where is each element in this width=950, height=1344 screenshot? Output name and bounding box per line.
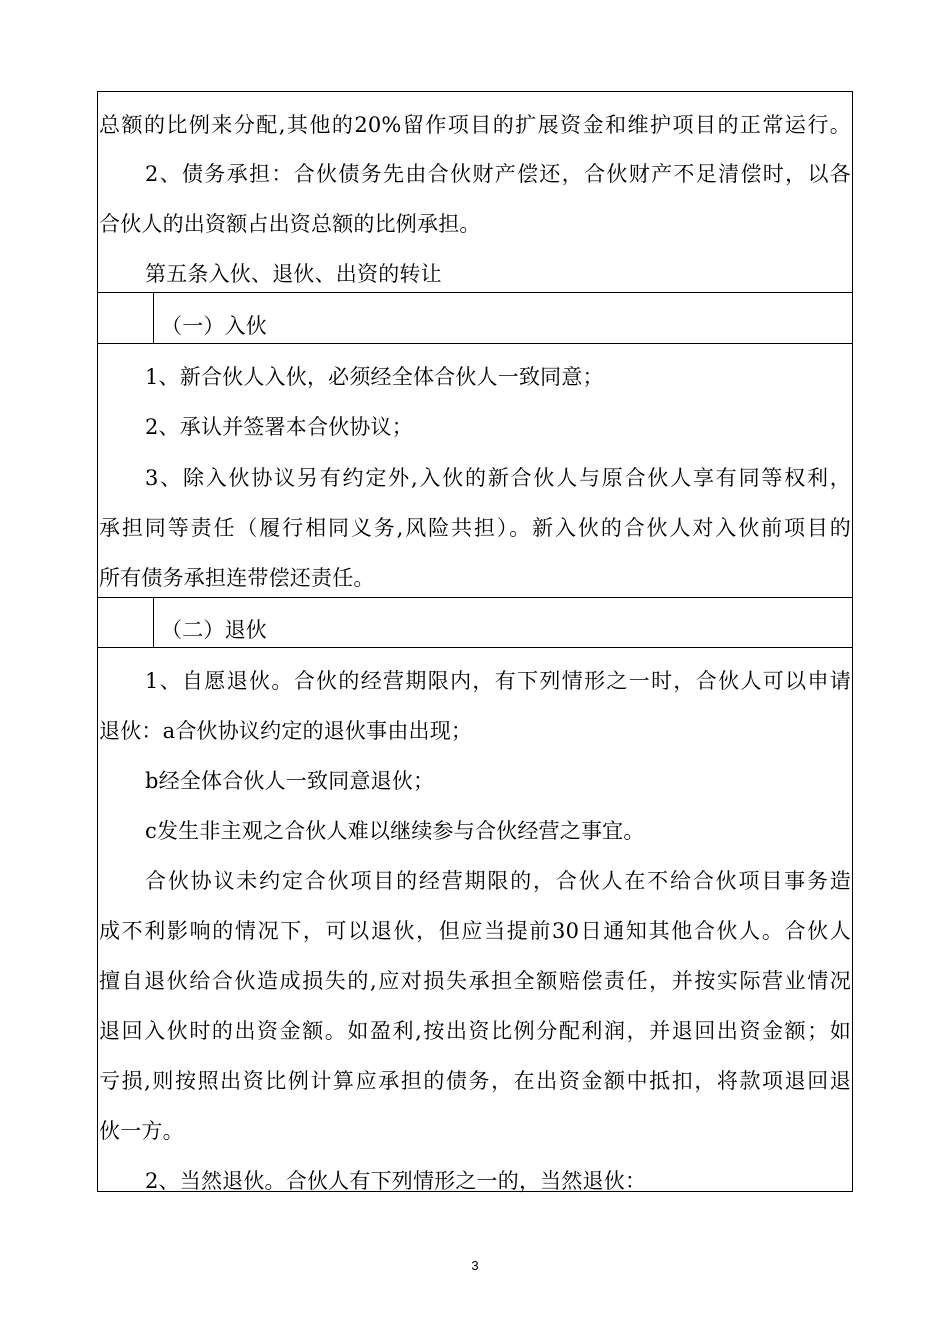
paragraph-line: 合伙协议未约定合伙项目的经营期限的，合伙人在不给合伙项目事务造 — [145, 869, 851, 893]
paragraph-line: 总额的比例来分配,其他的20%留作项目的扩展资金和维护项目的正常运行。 — [99, 113, 851, 137]
paragraph-line: 1、新合伙人入伙，必须经全体合伙人一致同意； — [145, 365, 604, 389]
paragraph-line: 1、自愿退伙。合伙的经营期限内，有下列情形之一时，合伙人可以申请 — [145, 669, 851, 693]
section-heading: 第五条入伙、退伙、出资的转让 — [145, 262, 442, 286]
paragraph-line: 退伙：a合伙协议约定的退伙事由出现； — [99, 719, 473, 743]
paragraph-line: 合伙人的出资额占出资总额的比例承担。 — [99, 212, 481, 236]
paragraph-line: 亏损,则按照出资比例计算应承担的债务，在出资金额中抵扣，将款项退回退 — [99, 1069, 851, 1093]
paragraph-line: 2、当然退伙。合伙人有下列情形之一的，当然退伙： — [145, 1169, 647, 1193]
page-number: 3 — [471, 1258, 479, 1273]
paragraph-line: 擅自退伙给合伙造成损失的,应对损失承担全额赔偿责任，并按实际营业情况 — [99, 969, 851, 993]
paragraph-line: 承担同等责任（履行相同义务,风险共担）。新入伙的合伙人对入伙前项目的 — [99, 516, 851, 540]
paragraph-line: 成不利影响的情况下，可以退伙，但应当提前30日通知其他合伙人。合伙人 — [99, 919, 851, 943]
paragraph-line: 所有债务承担连带偿还责任。 — [99, 566, 375, 590]
subsection-heading-join: （一）入伙 — [161, 314, 267, 338]
paragraph-line: 伙一方。 — [99, 1119, 184, 1143]
paragraph-line: c发生非主观之合伙人难以继续参与合伙经营之事宜。 — [145, 819, 645, 843]
cell-divider — [153, 597, 154, 647]
paragraph-line: 2、承认并签署本合伙协议； — [145, 415, 413, 439]
paragraph-line: 2、债务承担：合伙债务先由合伙财产偿还，合伙财产不足清偿时，以各 — [145, 162, 851, 186]
paragraph-line: 退回入伙时的出资金额。如盈利,按出资比例分配利润，并退回出资金额；如 — [99, 1019, 851, 1043]
paragraph-line: b经全体合伙人一致同意退伙； — [145, 769, 435, 793]
paragraph-line: 3、除入伙协议另有约定外,入伙的新合伙人与原合伙人享有同等权利， — [145, 466, 851, 490]
cell-divider — [153, 292, 154, 343]
subsection-heading-withdraw: （二）退伙 — [161, 618, 267, 642]
